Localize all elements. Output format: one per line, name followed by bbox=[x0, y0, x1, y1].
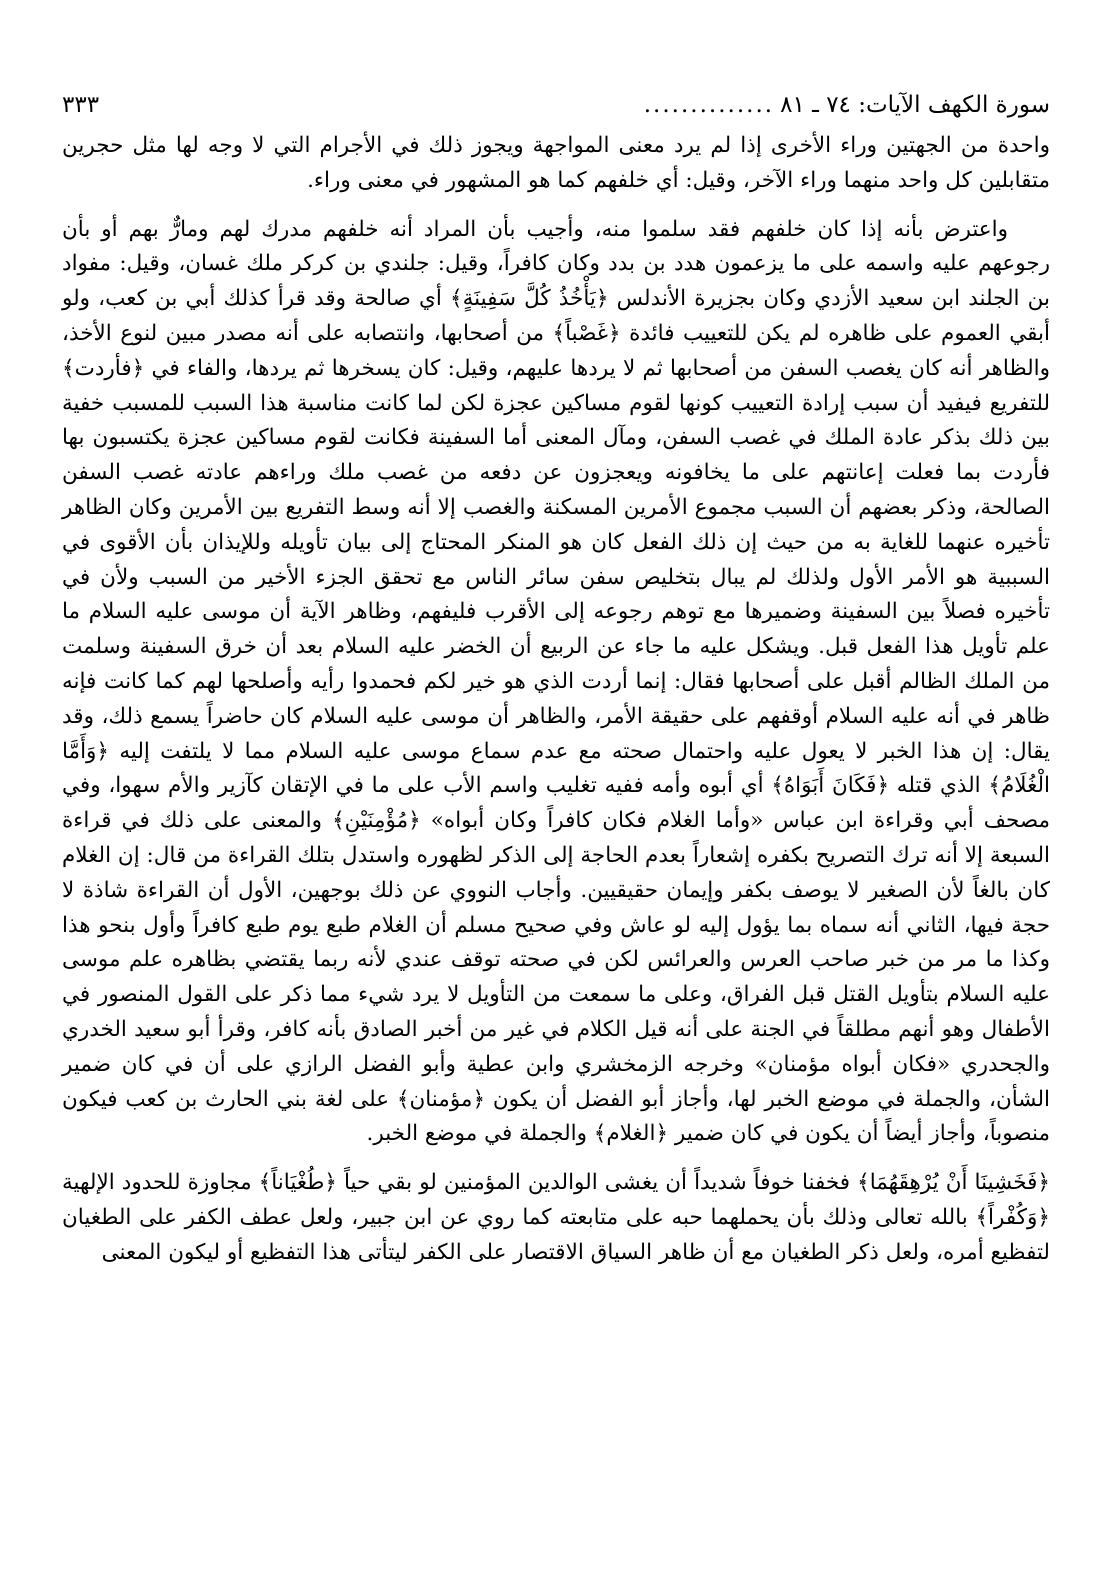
book-page bbox=[62, 88, 1050, 1271]
paragraph-text: واحدة من الجهتين وراء الأخرى إذا لم يرد معنى المواجهة ويجوز ذلك في الأجرام التي لا وجه لها مثل حجرين متقابلين كل واحد منهما وراء الآخر، وقيل: أي خلفهم كما هو المشهور في معنى وراء. bbox=[62, 133, 1050, 193]
running-header bbox=[62, 88, 1050, 123]
paragraph-verse-commentary bbox=[62, 1166, 1050, 1270]
paragraph-main-commentary bbox=[62, 213, 1050, 1153]
header-title-group bbox=[638, 88, 1050, 122]
paragraph-text: واعترض بأنه إذا كان خلفهم فقد سلموا منه، وأجيب بأن المراد أنه خلفهم مدرك لهم ومارٌّ بهم أو بأن رجوعهم عليه واسمه على ما يزعمون هدد بن بدد وكان كافراً، وقيل: جلندي بن كركر ملك غسان، وقيل: مفواد بن الجلند ابن سعيد الأزدي وكان بجزيرة الأندلس ﴿يَأْخُذُ كُلَّ سَفِينَةٍ﴾ أي صالحة وقد قرأ كذلك أبي بن كعب، ولو أبقي العموم على ظاهره لم يكن للتعييب فائدة ﴿غَصْباً﴾ من أصحابها، وانتصابه على أنه مصدر مبين لنوع الأخذ، والظاهر أنه كان يغصب السفن من أصحابها ثم لا يردها عليهم، وقيل: كان يسخرها ثم يردها، والفاء في ﴿فأردت﴾ للتفريع فيفيد أن سبب إرادة التعييب كونها لقوم مساكين عجزة لكن لما كانت مناسبة هذا السبب للمسبب خفية بين ذلك بذكر عادة الملك في غصب السفن، ومآل المعنى أما السفينة فكانت لقوم مساكين عجزة يكتسبون بها فأردت بما فعلت إعانتهم على ما يخافونه ويعجزون عن دفعه من غصب ملك وراءهم عادته غصب السفن الصالحة، وذكر بعضهم أن السبب مجموع الأمرين المسكنة والغصب إلا أنه وسط التفريع بين الأمرين وكان الظاهر تأخيره عنهما للغاية به من حيث إن ذلك الفعل كان هو المنكر المحتاج إلى بيان تأويله وللإيذان بأن الأقوى في السببية هو الأمر الأول ولذلك لم يبال بتخليص سفن سائر الناس مع تحقق الجزء الأخير من السبب ولأن في تأخيره فصلاً بين السفينة وضميرها مع توهم رجوعه إلى الأقرب فليفهم، وظاهر الآية أن موسى عليه السلام ما علم تأويل هذا الفعل قبل. ويشكل عليه ما جاء عن الربيع أن الخضر عليه السلام بعد أن خرق السفينة وسلمت من الملك الظالم أقبل على أصحابها فقال: إنما أردت الذي هو خير لكم فحمدوا رأيه وأصلحها لهم كما كانت فإنه ظاهر في أنه عليه السلام أوقفهم على حقيقة الأمر، والظاهر أن موسى عليه السلام كان حاضراً يسمع ذلك، وقد يقال: إن هذا الخبر لا يعول عليه واحتمال صحته مع عدم سماع موسى عليه السلام مما لا يلتفت إليه ﴿وَأَمَّا الْغُلَامُ﴾ الذي قتله ﴿فَكَانَ أَبَوَاهُ﴾ أي أبوه وأمه ففيه تغليب واسم الأب على ما في الإتقان كآزير والأم سهوا، وفي مصحف أبي وقراءة ابن عباس «وأما الغلام فكان كافراً وكان أبواه» ﴿مُؤْمِنَيْنِ﴾ والمعنى على ذلك في قراءة السبعة إلا أنه ترك التصريح بكفره إشعاراً بعدم الحاجة إلى الذكر لظهوره واستدل بتلك القراءة من قال: إن الغلام كان بالغاً لأن الصغير لا يوصف بكفر وإيمان حقيقيين. وأجاب النووي عن ذلك بوجهين، الأول أن القراءة شاذة لا حجة فيها، الثاني أنه سماه بما يؤول إليه لو عاش وفي صحيح مسلم أن الغلام طبع يوم طبع كافراً وأول بنحو هذا وكذا ما مر من خبر صاحب العرس والعرائس لكن في صحته توقف عندي لأنه ربما يقتضي بظاهره علم موسى عليه السلام بتأويل القتل قبل الفراق، وعلى ما سمعت من التأويل لا يرد شيء مما ذكر على القول المنصور في الأطفال وهو أنهم مطلقاً في الجنة على أنه قيل الكلام في غير من أخبر الصادق بأنه كافر، وقرأ أبو سعيد الخدري والجحدري «فكان أبواه مؤمنان» وخرجه الزمخشري وابن عطية وأبو الفضل الرازي على أن في كان ضمير الشأن، والجملة في موضع الخبر لها، وأجاز أبو الفضل أن يكون ﴿مؤمنان﴾ على لغة بني الحارث بن كعب فيكون منصوباً، وأجاز أيضاً أن يكون في كان ضمير ﴿الغلام﴾ والجملة في موضع الخبر. bbox=[62, 216, 1050, 1147]
paragraph-continuation bbox=[62, 129, 1050, 199]
page-number: ٣٣٣ bbox=[62, 92, 100, 118]
paragraph-text: ﴿فَخَشِينَا أَنْ يُرْهِقَهُمَا﴾ فخفنا خوفاً شديداً أن يغشى الوالدين المؤمنين لو بقي حياً ﴿طُغْيَاناً﴾ مجاوزة للحدود الإلهية ﴿وَكُفْراً﴾ بالله تعالى وذلك بأن يحملهما حبه على متابعته كما روي عن ابن جبير، ولعل عطف الكفر على الطغيان لتفظيع أمره، ولعل ذكر الطغيان مع أن ظاهر السياق الاقتصار على الكفر ليتأتى هذا التفظيع أو ليكون المعنى bbox=[62, 1170, 1050, 1265]
leader-dots: .............. bbox=[643, 92, 775, 118]
surah-verses-title: سورة الكهف الآيات: ٧٤ ـ ٨١ bbox=[780, 92, 1050, 118]
